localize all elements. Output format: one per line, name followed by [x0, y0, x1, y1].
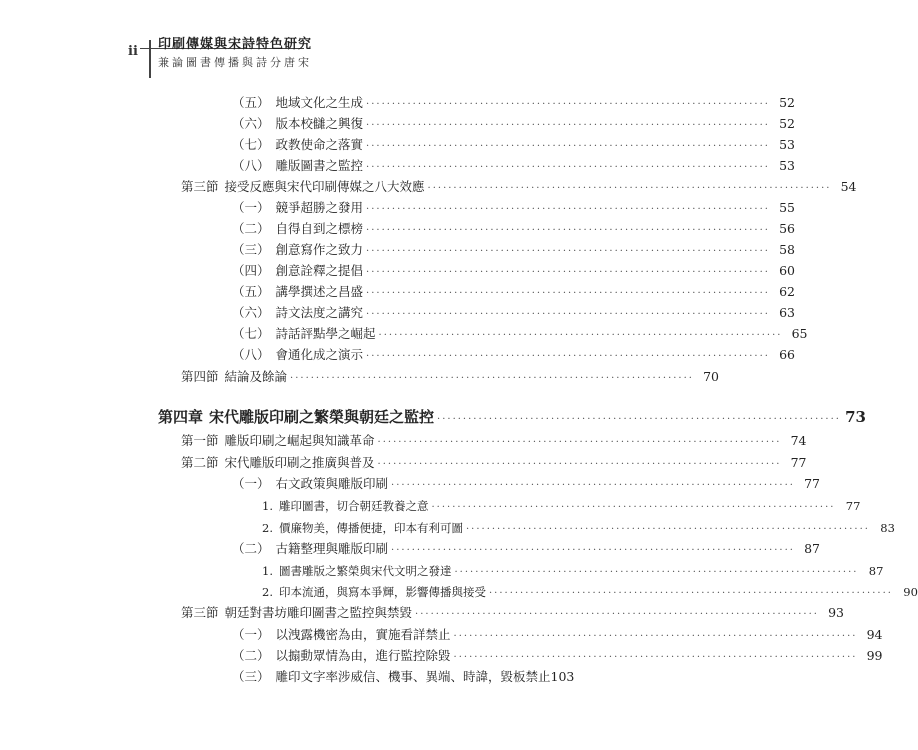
toc-entry-number: 第二節: [181, 455, 219, 470]
toc-entry-page: 77: [845, 499, 861, 513]
toc-entry-page: 66: [779, 347, 795, 362]
toc-entry-page: 83: [880, 521, 895, 535]
toc-entry-number: （六）: [232, 305, 270, 320]
toc-entry-number: （八）: [232, 158, 270, 173]
dot-leader: ··············································································: [377, 437, 782, 448]
toc-entry-number: 1.: [262, 499, 273, 513]
dot-leader: ··············································································: [290, 373, 694, 384]
toc-entry-page: 52: [779, 95, 795, 110]
toc-entry[interactable]: [232, 116, 795, 134]
toc-entry[interactable]: [232, 95, 795, 113]
toc-entry-title: 以搧動眾情為由，進行監控除毀: [275, 648, 451, 663]
toc-entry-page: 52: [779, 116, 795, 131]
toc-entry-number: 2.: [262, 585, 273, 599]
toc-entry-page: 53: [779, 158, 795, 173]
toc-entry-number: 第三節: [181, 605, 219, 620]
toc-entry-title: 雕版圖書之監控: [275, 158, 364, 173]
toc-entry-page: 74: [790, 433, 807, 448]
toc-entry-page: 58: [779, 242, 795, 257]
dot-leader: ··············································································: [366, 162, 770, 173]
toc-entry[interactable]: [232, 158, 795, 176]
toc-entry-title: 朝廷對書坊雕印圖書之監控與禁毀: [224, 605, 413, 620]
toc-entry[interactable]: [262, 563, 884, 581]
toc-entry-number: （二）: [232, 221, 270, 236]
dot-leader: ··············································································: [453, 631, 858, 642]
toc-entry-number: （三）: [232, 242, 270, 257]
toc-entry[interactable]: [232, 627, 883, 645]
toc-entry[interactable]: [181, 179, 857, 197]
dot-leader: ··············································································: [415, 609, 819, 620]
toc-entry-number: （八）: [232, 347, 270, 362]
toc-chapter-entry[interactable]: [158, 408, 866, 428]
dot-leader: ··············································································: [427, 183, 832, 194]
toc-entry[interactable]: [232, 648, 883, 666]
toc-entry-title: 以洩露機密為由，實施看詳禁止: [275, 627, 451, 642]
toc-entry-title: 雕印圖書，切合朝廷教養之意: [278, 499, 429, 513]
toc-entry[interactable]: [232, 137, 795, 155]
toc-entry-title: 創意詮釋之提倡: [275, 263, 364, 278]
toc-entry-number: （一）: [232, 200, 270, 215]
toc-entry-title: 詩文法度之講究: [275, 305, 364, 320]
toc-entry-page: 54: [840, 179, 857, 194]
toc-chapter-title: 宋代雕版印刷之繁榮與朝廷之監控: [209, 408, 435, 426]
toc-entry[interactable]: [181, 433, 807, 451]
toc-entry[interactable]: [181, 455, 807, 473]
toc-entry[interactable]: [232, 541, 820, 559]
toc-entry-page: 65: [791, 326, 808, 341]
dot-leader: ··············································································: [366, 120, 770, 131]
dot-leader: ··············································································: [391, 480, 795, 491]
toc-entry-page: 90: [903, 585, 918, 599]
dot-leader: ··············································································: [366, 246, 770, 257]
toc-entry-number: 1.: [262, 564, 273, 578]
toc-entry-number: （一）: [232, 627, 270, 642]
toc-entry[interactable]: [262, 498, 861, 516]
toc-entry[interactable]: [232, 326, 808, 344]
dot-leader: ··············································································: [366, 99, 770, 110]
toc-entry-page: 77: [804, 476, 820, 491]
dot-leader: ··············································································: [378, 330, 783, 341]
toc-entry-title: 印本流通，與寫本爭輝，影響傳播與接受: [278, 585, 486, 599]
book-title: 印刷傳媒與宋詩特色研究: [158, 37, 313, 52]
toc-entry[interactable]: [232, 263, 795, 281]
toc-entry-number: 2.: [262, 521, 273, 535]
toc-entry[interactable]: [181, 605, 844, 623]
toc-entry[interactable]: [262, 520, 895, 538]
toc-entry-number: （五）: [232, 284, 270, 299]
toc-entry-title: 自得自到之標榜: [275, 221, 364, 236]
toc-entry-number: （一）: [232, 476, 270, 491]
toc-entry[interactable]: [181, 369, 719, 387]
toc-entry-title: 宋代雕版印刷之推廣與普及: [224, 455, 375, 470]
dot-leader: ··············································································: [366, 141, 770, 152]
toc-entry-title: 詩話評點學之崛起: [275, 326, 376, 341]
toc-entry-page: 99: [866, 648, 883, 663]
toc-entry-number: （五）: [232, 95, 270, 110]
toc-chapter-number: 第四章: [158, 408, 204, 426]
toc-entry[interactable]: [232, 284, 795, 302]
toc-entry-page: 60: [779, 263, 795, 278]
dot-leader: ··············································································: [391, 545, 795, 556]
toc-entry-title: 競爭超勝之發用: [275, 200, 364, 215]
toc-entry[interactable]: [232, 242, 795, 260]
toc-entry-page: 87: [868, 564, 884, 578]
dot-leader: ··············································································: [366, 225, 770, 236]
toc-entry-number: （六）: [232, 116, 270, 131]
toc-entry-number: （四）: [232, 263, 270, 278]
dot-leader: ··············································································: [366, 351, 770, 362]
toc-entry-number: （七）: [232, 326, 270, 341]
toc-entry-title: 版本校讎之興復: [275, 116, 364, 131]
dot-leader: ··············································································: [453, 652, 858, 663]
toc-entry-number: 第一節: [181, 433, 219, 448]
toc-entry-title: 結論及餘論: [224, 369, 288, 384]
toc-entry[interactable]: [232, 221, 795, 239]
dot-leader: ··············································································: [366, 309, 770, 320]
toc-entry-title: 古籍整理與雕版印刷: [275, 541, 389, 556]
toc-entry-title: 接受反應與宋代印刷傳媒之八大效應: [224, 179, 425, 194]
toc-entry-number: 第四節: [181, 369, 219, 384]
toc-entry-title: 創意寫作之致力: [275, 242, 364, 257]
toc-entry-page: 63: [779, 305, 795, 320]
toc-entry-title: 政教使命之落實: [275, 137, 364, 152]
dot-leader: ··············································································: [465, 524, 870, 535]
toc-entry-page: 93: [828, 605, 844, 620]
dot-leader: ··············································································: [377, 459, 782, 470]
toc-entry[interactable]: [232, 347, 795, 365]
toc-entry-page: 62: [779, 284, 795, 299]
toc-entry-title: 雕版印刷之崛起與知識革命: [224, 433, 375, 448]
toc-entry[interactable]: [232, 305, 795, 323]
toc-entry[interactable]: [262, 584, 918, 602]
toc-entry-number: （二）: [232, 541, 270, 556]
toc-entry-number: 第三節: [181, 179, 219, 194]
toc-entry[interactable]: [232, 200, 795, 218]
toc-entry-title: 圖書雕版之繁榮與宋代文明之發達: [278, 564, 452, 578]
dot-leader: ··············································································: [437, 414, 841, 425]
toc-entry-page: 73: [845, 408, 866, 426]
dot-leader: ··············································································: [431, 502, 836, 513]
toc-entry[interactable]: [232, 669, 575, 685]
toc-entry-number: （二）: [232, 648, 270, 663]
dot-leader: ··············································································: [454, 567, 859, 578]
dot-leader: ··············································································: [366, 267, 770, 278]
toc-entry-title: 地域文化之生成: [275, 95, 364, 110]
dot-leader: ··············································································: [366, 204, 770, 215]
toc-entry-title: 會通化成之演示: [275, 347, 364, 362]
toc-entry-title: 講學撰述之昌盛: [275, 284, 364, 299]
toc-entry-page: 77: [790, 455, 807, 470]
toc-entry-page: 53: [779, 137, 795, 152]
toc-entry-number: （三）: [232, 669, 270, 684]
toc-entry-page: 70: [703, 369, 719, 384]
dot-leader: ··············································································: [488, 588, 893, 599]
toc-entry-title: 雕印文字率涉威信、機事、異端、時諱，毀板禁止: [275, 669, 551, 684]
book-subtitle: 兼論圖書傳播與詩分唐宋: [158, 56, 312, 69]
page-number: ii: [128, 44, 138, 59]
toc-entry-number: （七）: [232, 137, 270, 152]
toc-entry-page: 55: [779, 200, 795, 215]
toc-entry-page: 103: [550, 669, 575, 684]
toc-entry-title: 右文政策與雕版印刷: [275, 476, 389, 491]
toc-entry-title: 價廉物美，傳播便捷，印本有利可圖: [278, 521, 463, 535]
dot-leader: ··············································································: [366, 288, 770, 299]
toc-entry-page: 94: [866, 627, 883, 642]
toc-entry-page: 56: [779, 221, 795, 236]
toc-entry-page: 87: [804, 541, 820, 556]
toc-entry[interactable]: [232, 476, 820, 494]
